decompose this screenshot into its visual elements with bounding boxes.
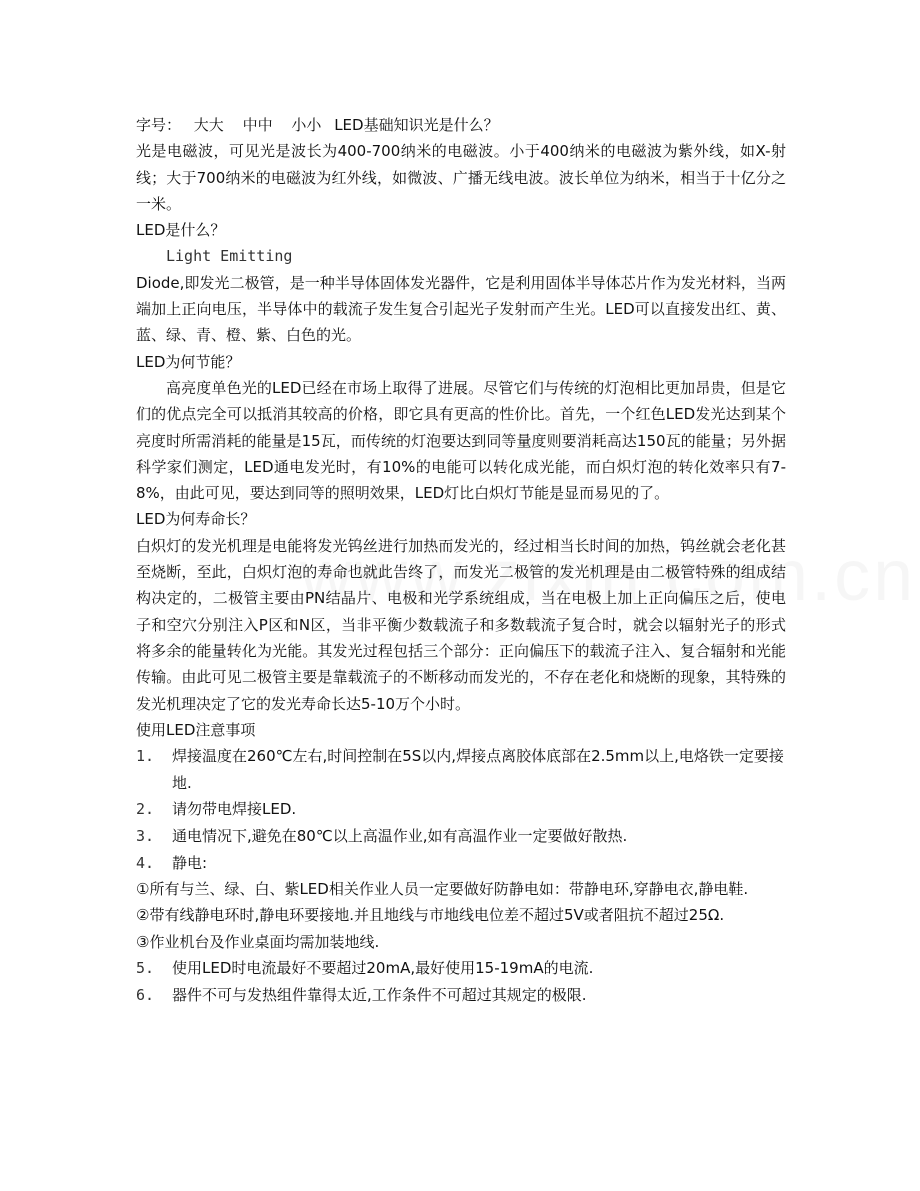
font-size-medium-link[interactable]: 中中	[242, 116, 273, 134]
static-note-1: ①所有与兰、绿、白、紫LED相关作业人员一定要做好防静电如：带静电环,穿静电衣,静电鞋.	[136, 880, 749, 899]
note-item-text: 焊接温度在260℃左右,时间控制在5S以内,焊接点离胶体底部在2.5mm以上,电烙铁一定要接地.	[172, 747, 784, 792]
note-item-number: 1.	[136, 747, 155, 766]
section-notes-heading: 使用LED注意事项	[136, 720, 256, 739]
document-body	[136, 112, 786, 1008]
note-item-number: 5.	[136, 958, 155, 977]
static-note-3: ③作业机台及作业桌面均需加装地线.	[136, 932, 380, 951]
note-item-2	[136, 796, 786, 823]
note-item-3	[136, 823, 786, 850]
section-light-body: 光是电磁波，可见光是波长为400-700纳米的电磁波。小于400纳米的电磁波为紫外线，如X-射线；大于700纳米的电磁波为红外线，如微波、广播无线电波。波长单位为纳米，相当于十亿分之一米。	[136, 142, 786, 213]
font-size-small-link[interactable]: 小小	[291, 116, 322, 134]
section-lifetime-heading: LED为何寿命长？	[136, 510, 256, 529]
note-item-5	[136, 955, 786, 982]
section-what-led-body: Diode,即发光二极管，是一种半导体固体发光器件，它是利用固体半导体芯片作为发光材料，当两端加上正向电压，半导体中的载流子发生复合引起光子发射而产生光。LED可以直接发出红、黄、蓝、绿、青、橙、紫、白色的光。	[136, 273, 786, 345]
note-item-number: 3.	[136, 826, 155, 845]
note-item-1	[136, 743, 786, 796]
note-item-number: 4.	[136, 853, 155, 872]
font-size-label: 字号：	[136, 116, 182, 134]
section-energy-heading: LED为何节能？	[136, 352, 241, 371]
note-item-4	[136, 850, 786, 877]
section-what-led-term: Light Emitting	[166, 247, 293, 266]
font-size-large-link[interactable]: 大大	[193, 116, 224, 134]
note-item-text: 器件不可与发热组件靠得太近,工作条件不可超过其规定的极限.	[172, 985, 587, 1004]
note-item-6	[136, 982, 786, 1009]
note-item-text: 请勿带电焊接LED.	[172, 800, 297, 819]
page-title: LED基础知识光是什么？	[334, 116, 499, 134]
section-what-led-heading: LED是什么？	[136, 221, 226, 240]
note-item-number: 6.	[136, 985, 155, 1004]
header-line	[136, 112, 786, 138]
note-item-text: 静电:	[172, 853, 208, 872]
note-item-number: 2.	[136, 800, 155, 819]
section-lifetime-body: 白炽灯的发光机理是电能将发光钨丝进行加热而发光的，经过相当长时间的加热，钨丝就会老化甚至烧断，至此，白炽灯泡的寿命也就此告终了，而发光二极管的发光机理是由二极管特殊的组成结构决定的，二极管主要由PN结晶片、电极和光学系统组成，当在电极上加上正向偏压之后，使电子和空穴分别注入P区和N区，当非平衡少数载流子和多数载流子复合时，就会以辐射光子的形式将多余的能量转化为光能。其发光过程包括三个部分：正向偏压下的载流子注入、复合辐射和光能传输。由此可见二极管主要是靠载流子的不断移动而发光的，不存在老化和烧断的现象，其特殊的发光机理决定了它的发光寿命长达5-10万个小时。	[136, 536, 786, 713]
note-item-text: 使用LED时电流最好不要超过20mA,最好使用15-19mA的电流.	[172, 958, 594, 977]
note-item-text: 通电情况下,避免在80℃以上高温作业,如有高温作业一定要做好散热.	[172, 826, 628, 845]
section-energy-body: 高亮度单色光的LED已经在市场上取得了进展。尽管它们与传统的灯泡相比更加昂贵，但是它们的优点完全可以抵消其较高的价格，即它具有更高的性价比。首先，一个红色LED发光达到某个亮度时所需消耗的能量是15瓦，而传统的灯泡要达到同等量度则要消耗高达150瓦的能量；另外据科学家们测定，LED通电发光时，有10%的电能可以转化成光能，而白炽灯泡的转化效率只有7-8%，由此可见，要达到同等的照明效果，LED灯比白炽灯节能是显而易见的了。	[136, 378, 786, 503]
static-note-2: ②带有线静电环时,静电环要接地.并且地线与市地线电位差不超过5V或者阻抗不超过25Ω.	[136, 906, 725, 925]
